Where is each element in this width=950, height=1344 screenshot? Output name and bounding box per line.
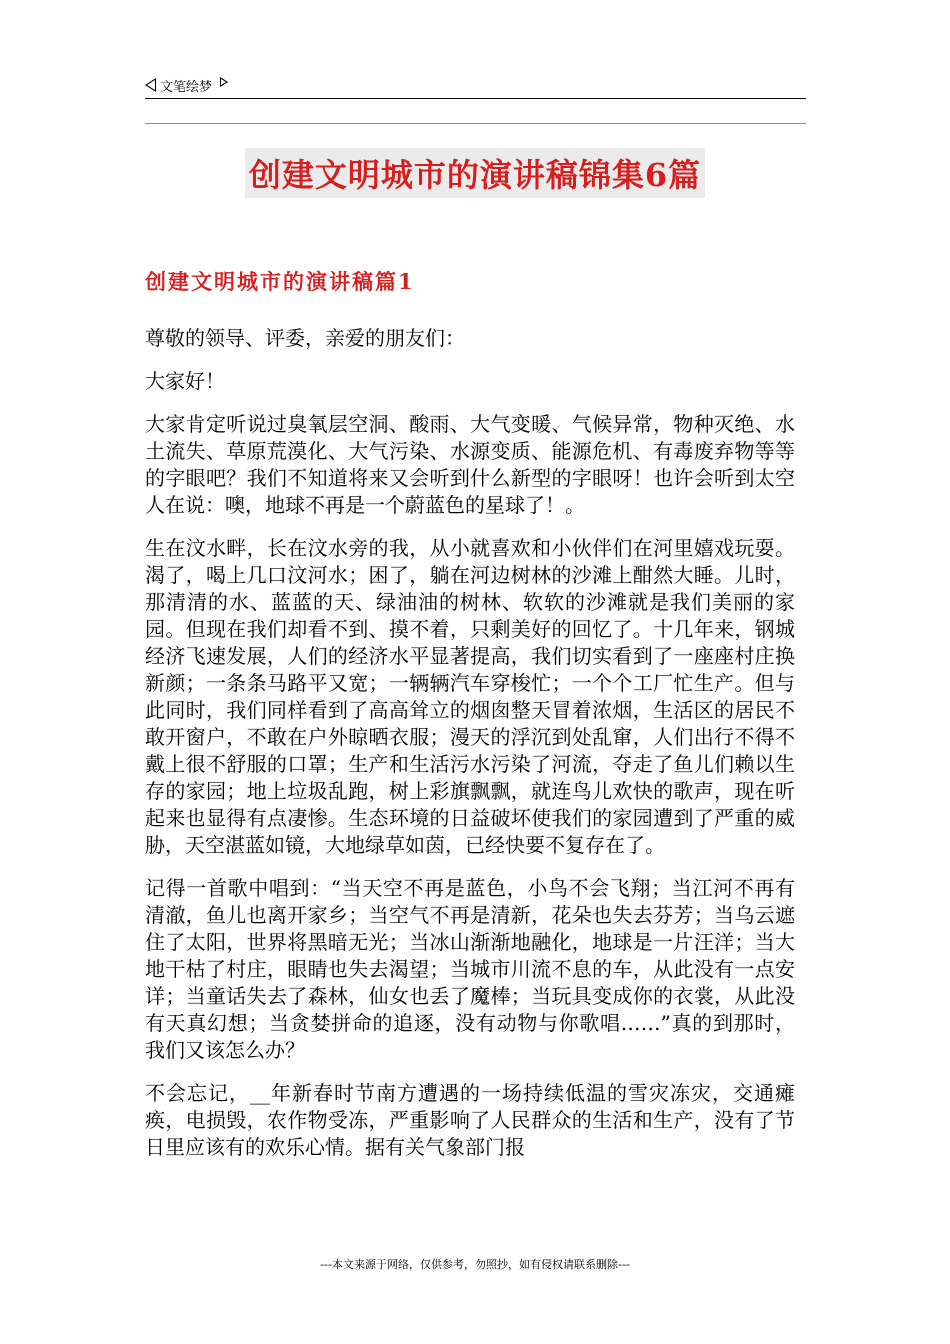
paragraph: 记得一首歌中唱到：“当天空不再是蓝色，小鸟不会飞翔；当江河不再有清澈，鱼儿也离开家乡；当空气不再是清新，花朵也失去芬芳；当乌云遮住了太阳，世界将黑暗无光；当冰山渐渐地融化，地球是一片汪洋；当大地干枯了村庄，眼睛也失去渴望；当城市川流不息的车，从此没有一点安详；当童话失去了森林，仙女也丢了魔棒；当玩具变成你的衣裳，从此没有天真幻想；当贪婪拼命的追逐，没有动物与你歌唱……”真的到那时，我们又该怎么办？: [145, 876, 795, 1062]
document-title: 创建文明城市的演讲稿锦集6篇: [245, 148, 705, 198]
paragraph: 不会忘记，__年新春时节南方遭遇的一场持续低温的雪灾冻灾，交通瘫痪，电损毁，农作物受冻，严重影响了人民群众的生活和生产，没有了节日里应该有的欢乐心情。据有关气象部门报: [145, 1081, 795, 1159]
document-title-wrapper: [0, 148, 950, 198]
paragraph: 大家肯定听说过臭氧层空洞、酸雨、大气变暖、气候异常，物种灭绝、水土流失、草原荒漠化、大气污染、水源变质、能源危机、有毒废弃物等等的字眼吧？我们不知道将来又会听到什么新型的字眼呀！也许会听到太空人在说：噢，地球不再是一个蔚蓝色的星球了！。: [145, 412, 795, 517]
document-body: [145, 325, 795, 1177]
header-accent-divider: [145, 123, 806, 124]
paragraph-salutation: 尊敬的领导、评委，亲爱的朋友们：: [145, 326, 465, 350]
paragraph-greeting: 大家好！: [145, 369, 225, 393]
triangle-left-icon: [145, 78, 156, 92]
document-footer: ---本文来源于网络，仅供参考，勿照抄，如有侵权请联系删除---: [320, 1258, 630, 1271]
triangle-right-icon: [220, 77, 228, 87]
paragraph: 生在汶水畔，长在汶水旁的我，从小就喜欢和小伙伴们在河里嬉戏玩耍。渴了，喝上几口汶河水；困了，躺在河边树林的沙滩上酣然大睡。儿时，那清清的水、蓝蓝的天、绿油油的树林、软软的沙滩就是我们美丽的家园。但现在我们却看不到、摸不着，只剩美好的回忆了。十几年来，钢城经济飞速发展，人们的经济水平显著提高，我们切实看到了一座座村庄换新颜；一条条马路平又宽；一辆辆汽车穿梭忙；一个个工厂忙生产。但与此同时，我们同样看到了高高耸立的烟囱整天冒着浓烟，生活区的居民不敢开窗户，不敢在户外晾晒衣服；漫天的浮沉到处乱窜，人们出行不得不戴上很不舒服的口罩；生产和生活污水污染了河流，夺走了鱼儿们赖以生存的家园；地上垃圾乱跑，树上彩旗飘飘，就连鸟儿欢快的歌声，现在听起来也显得有点凄惨。生态环境的日益破坏使我们的家园遭到了严重的威胁，天空湛蓝如镜，大地绿草如茵，已经快要不复存在了。: [145, 536, 795, 857]
header-brand: 文笔绘梦: [160, 79, 213, 95]
section-heading: 创建文明城市的演讲稿篇1: [145, 269, 415, 294]
header-divider: [145, 98, 806, 99]
document-header: [145, 72, 805, 98]
